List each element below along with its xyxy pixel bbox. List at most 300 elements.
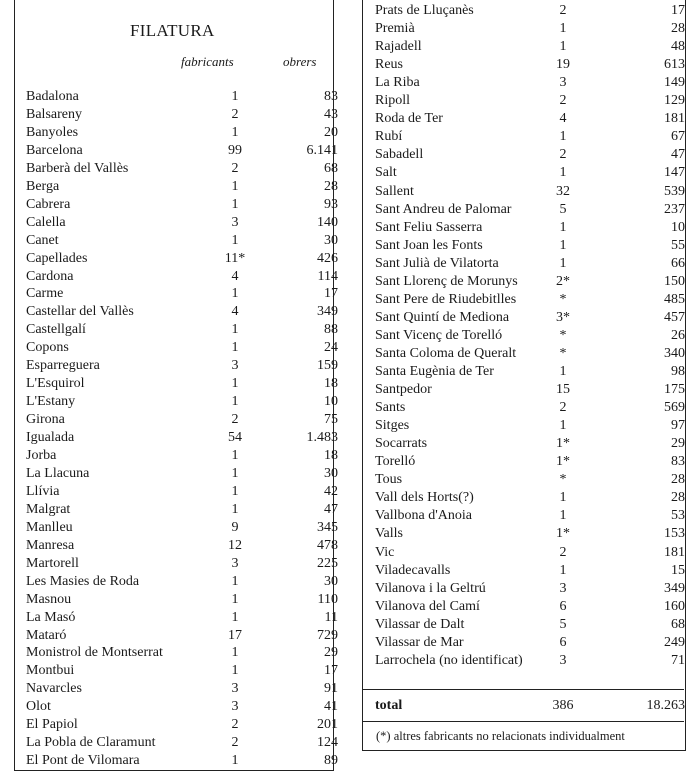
place-name: Ripoll [375,93,411,109]
fabricants-value: 3 [559,75,567,91]
place-name: Balsareny [26,106,82,122]
fabricants-value: 4 [231,268,239,284]
place-name: El Pont de Vilomara [26,753,140,769]
fabricants-value: 1 [231,573,239,589]
fabricants-value: * [559,327,567,343]
total-rule-top [362,689,684,690]
table-row [26,483,338,501]
fabricants-value: 2 [559,544,567,560]
fabricants-value: 3* [556,309,570,325]
obrers-value: 30 [324,232,338,248]
table-row [375,2,685,20]
obrers-value: 67 [671,129,685,145]
place-name: Sant Llorenç de Morunys [375,273,518,289]
table-row [26,734,338,752]
table-row [375,634,685,652]
place-name: Rubí [375,129,403,145]
fabricants-value: 1 [231,609,239,625]
obrers-value: 97 [671,418,685,434]
place-name: Berga [26,178,60,194]
table-row [375,652,685,670]
table-row [375,74,685,92]
obrers-value: 124 [317,735,338,751]
table-row [26,106,338,124]
place-name: Capellades [26,250,88,266]
obrers-value: 150 [664,273,685,289]
obrers-value: 30 [324,465,338,481]
fabricants-value: 3 [231,214,239,230]
table-row [26,609,338,627]
table-row [375,345,685,363]
obrers-value: 17 [671,3,685,18]
obrers-value: 53 [671,508,685,524]
obrers-value: 539 [664,183,685,199]
fabricants-value: 15 [556,382,570,398]
place-name: Sant Quintí de Mediona [375,309,510,325]
fabricants-value: 3 [231,681,239,697]
place-name: Montbui [26,663,75,679]
fabricants-value: 1 [231,340,239,356]
fabricants-value: 1* [556,436,570,452]
place-name: Barberà del Vallès [26,160,129,176]
table-row [26,124,338,142]
obrers-value: 114 [317,268,338,284]
obrers-value: 89 [324,753,338,769]
fabricants-value: 1* [556,526,570,542]
place-name: Prats de Lluçanès [375,3,474,18]
place-name: Jorba [26,448,57,463]
fabricants-value: 1 [231,645,239,661]
table-row [26,429,338,447]
obrers-value: 18 [324,376,338,392]
place-name: Navarcles [26,681,82,697]
table-row [375,164,685,182]
place-name: Monistrol de Montserrat [26,645,163,661]
table-row [375,92,685,110]
place-name: Santpedor [375,382,432,398]
obrers-value: 15 [671,562,685,578]
fabricants-value: 1 [231,663,239,679]
fabricants-value: 1 [559,39,567,55]
total-fabricants: 386 [552,698,574,713]
obrers-value: 10 [324,394,338,410]
table-row [26,142,338,160]
table-row [375,381,685,399]
obrers-value: 29 [324,645,338,661]
table-row [375,183,685,201]
place-name: Mataró [26,627,67,643]
place-name: La Masó [26,609,76,625]
obrers-value: 48 [671,39,685,55]
obrers-value: 28 [671,472,685,488]
table-row [26,501,338,519]
place-name: Tous [375,472,403,488]
place-name: Vic [375,544,395,560]
place-name: Copons [26,340,69,356]
place-name: Rajadell [375,39,422,55]
place-name: Martorell [26,555,79,571]
fabricants-value: * [559,291,567,307]
table-row [26,680,338,698]
fabricants-value: 1 [559,508,567,524]
table-row [26,662,338,680]
obrers-value: 47 [671,147,685,163]
obrers-value: 181 [664,544,685,560]
table-row [26,752,338,770]
obrers-value: 201 [317,717,338,733]
fabricants-value: 2 [231,717,239,733]
place-name: Larrochela (no identificat) [375,652,523,668]
obrers-value: 349 [664,580,685,596]
table-row [26,447,338,465]
place-name: Vilassar de Dalt [375,616,465,632]
fabricants-value: 1 [231,394,239,410]
fabricants-value: 1 [559,165,567,181]
obrers-value: 43 [324,106,338,122]
place-name: Socarrats [375,436,428,452]
table-row [375,255,685,273]
fabricants-value: 1 [559,418,567,434]
obrers-value: 88 [324,322,338,338]
place-name: El Papiol [26,717,78,733]
table-row [375,580,685,598]
place-name: Sant Pere de Riudebitlles [375,291,517,307]
place-name: Vilassar de Mar [375,634,464,650]
place-name: L'Esquirol [26,376,85,392]
fabricants-value: * [559,472,567,488]
place-name: Canet [26,232,59,248]
table-row [375,471,685,489]
place-name: Esparreguera [26,358,100,374]
table-row [375,507,685,525]
obrers-value: 129 [664,93,685,109]
place-name: Sant Joan les Fonts [375,237,483,253]
obrers-value: 1.483 [306,430,338,446]
place-name: Badalona [26,89,79,104]
fabricants-value: 5 [559,201,567,217]
place-name: Sant Feliu Sasserra [375,219,483,235]
fabricants-value: 5 [559,616,567,632]
obrers-value: 47 [324,501,338,517]
fabricants-value: 1 [231,322,239,338]
obrers-value: 11 [324,609,338,625]
fabricants-value: 1 [559,490,567,506]
fabricants-value: 2 [559,147,567,163]
table-row [375,598,685,616]
obrers-value: 68 [324,160,338,176]
obrers-value: 93 [324,196,338,212]
table-row [375,327,685,345]
fabricants-value: 12 [228,537,242,553]
obrers-value: 28 [671,21,685,37]
table-row [26,285,338,303]
obrers-value: 569 [664,400,685,416]
place-name: Llívia [26,483,60,499]
fabricants-value: 2 [231,412,239,428]
place-name: Premià [375,21,415,37]
fabricants-value: 1 [231,196,239,212]
place-name: Viladecavalls [375,562,451,578]
fabricants-value: 1 [559,21,567,37]
obrers-value: 153 [664,526,685,542]
table-row [26,321,338,339]
obrers-value: 55 [671,237,685,253]
obrers-value: 340 [664,345,685,361]
place-name: Sants [375,400,406,416]
place-name: Olot [26,699,51,715]
obrers-value: 249 [664,634,685,650]
place-name: Sant Julià de Vilatorta [375,255,499,271]
table-row [375,453,685,471]
table-row [375,273,685,291]
column-header-obrers: obrers [283,54,317,69]
table-row [26,393,338,411]
obrers-value: 181 [664,111,685,127]
obrers-value: 160 [664,598,685,614]
obrers-value: 159 [317,358,338,374]
obrers-value: 98 [671,364,685,379]
obrers-value: 28 [671,490,685,506]
total-row [375,697,685,715]
table-row [375,435,685,453]
obrers-value: 485 [664,291,685,307]
place-name: Cabrera [26,196,71,212]
fabricants-value: 2 [559,93,567,109]
obrers-value: 42 [324,483,338,499]
obrers-value: 17 [324,286,338,302]
obrers-value: 75 [324,412,338,428]
fabricants-value: 6 [559,634,567,650]
place-name: Igualada [26,430,75,446]
place-name: Calella [26,214,66,230]
table-row [26,716,338,734]
fabricants-value: 99 [228,142,242,158]
fabricants-value: 1 [559,219,567,235]
obrers-value: 29 [671,436,685,452]
fabricants-value: 1 [559,562,567,578]
fabricants-value: 1 [231,89,239,104]
obrers-value: 345 [317,519,338,535]
fabricants-value: 1* [556,454,570,470]
place-name: Vilanova i la Geltrú [375,580,486,596]
table-row [26,465,338,483]
fabricants-value: 2 [231,735,239,751]
place-name: Vallbona d'Anoia [375,508,473,524]
obrers-value: 149 [664,75,685,91]
table-row [26,303,338,321]
obrers-value: 729 [317,627,338,643]
obrers-value: 83 [324,89,338,104]
fabricants-value: 1 [231,501,239,517]
fabricants-value: 1 [231,465,239,481]
place-name: Reus [375,57,403,73]
table-row [375,146,685,164]
fabricants-value: 2 [559,3,567,18]
obrers-value: 140 [317,214,338,230]
table-row [26,698,338,716]
obrers-value: 237 [664,201,685,217]
place-name: Sallent [375,183,414,199]
fabricants-value: 1 [559,255,567,271]
fabricants-value: 1 [559,237,567,253]
table-row [375,56,685,74]
place-name: Carme [26,286,64,302]
obrers-value: 41 [324,699,338,715]
fabricants-value: 17 [228,627,242,643]
table-row [375,201,685,219]
fabricants-value: 3 [231,699,239,715]
obrers-value: 68 [671,616,685,632]
table-row [375,219,685,237]
fabricants-value: 1 [231,591,239,607]
obrers-value: 17 [324,663,338,679]
obrers-value: 349 [317,304,338,320]
place-name: L'Estany [26,394,76,410]
place-name: La Pobla de Claramunt [26,735,156,751]
table-row [375,616,685,634]
place-name: Vall dels Horts(?) [375,490,474,506]
table-row [375,291,685,309]
fabricants-value: 1 [231,232,239,248]
fabricants-value: 1 [559,129,567,145]
obrers-value: 20 [324,124,338,140]
fabricants-value: 1 [231,376,239,392]
place-name: Salt [375,165,397,181]
fabricants-value: 2* [556,273,570,289]
table-row [26,357,338,375]
obrers-value: 24 [324,340,338,356]
fabricants-value: 1 [231,483,239,499]
fabricants-value: 3 [231,555,239,571]
place-name: Manresa [26,537,75,553]
place-name: Sant Vicenç de Torelló [375,327,503,343]
obrers-value: 147 [664,165,685,181]
table-row [26,214,338,232]
fabricants-value: 3 [559,652,567,668]
place-name: Castellgalí [26,322,86,338]
fabricants-value: 4 [559,111,567,127]
fabricants-value: 2 [559,400,567,416]
table-row [26,555,338,573]
fabricants-value: 1 [231,448,239,463]
fabricants-value: 32 [556,183,570,199]
obrers-value: 426 [317,250,338,266]
table-row [26,88,338,106]
total-label: total [375,698,403,713]
obrers-value: 26 [671,327,685,343]
table-row [375,417,685,435]
place-name: Barcelona [26,142,83,158]
fabricants-value: 3 [231,358,239,374]
fabricants-value: 4 [231,304,239,320]
fabricants-value: 1 [559,364,567,379]
place-name: Santa Eugènia de Ter [375,364,494,379]
place-name: Valls [375,526,403,542]
place-name: Masnou [26,591,72,607]
place-name: Vilanova del Camí [375,598,480,614]
table-row [26,178,338,196]
fabricants-value: 1 [231,286,239,302]
fabricants-value: 9 [231,519,239,535]
table-row [375,544,685,562]
table-row [375,237,685,255]
place-name: La Llacuna [26,465,90,481]
obrers-value: 83 [671,454,685,470]
obrers-value: 6.141 [306,142,338,158]
fabricants-value: 1 [231,178,239,194]
obrers-value: 30 [324,573,338,589]
fabricants-value: 11* [224,250,246,266]
obrers-value: 10 [671,219,685,235]
table-row [375,399,685,417]
table-row [26,644,338,662]
table-title: FILATURA [130,21,215,40]
fabricants-value: 1 [231,753,239,769]
footnote: (*) altres fabricants no relacionats individualment [376,729,625,743]
table-row [26,537,338,555]
place-name: Torelló [375,454,416,470]
fabricants-value: 2 [231,160,239,176]
place-name: Sabadell [375,147,424,163]
obrers-value: 110 [317,591,338,607]
place-name: Cardona [26,268,74,284]
fabricants-value: 3 [559,580,567,596]
table-row [375,525,685,543]
obrers-value: 18 [324,448,338,463]
table-row [26,591,338,609]
place-name: Castellar del Vallès [26,304,134,320]
place-name: Girona [26,412,65,428]
fabricants-value: * [559,345,567,361]
obrers-value: 457 [664,309,685,325]
obrers-value: 613 [664,57,685,73]
table-row [26,268,338,286]
table-row [375,309,685,327]
table-row [26,627,338,645]
place-name: Roda de Ter [375,111,443,127]
table-row [375,20,685,38]
table-row [26,573,338,591]
table-row [375,363,685,381]
place-name: Manlleu [26,519,73,535]
place-name: La Riba [375,75,420,91]
table-row [26,250,338,268]
fabricants-value: 1 [231,124,239,140]
place-name: Les Masies de Roda [26,573,140,589]
total-rule-bottom [362,721,684,722]
table-row [26,232,338,250]
table-row [375,38,685,56]
table-row [26,196,338,214]
place-name: Santa Coloma de Queralt [375,345,517,361]
table-row [26,411,338,429]
table-row [26,339,338,357]
fabricants-value: 2 [231,106,239,122]
place-name: Banyoles [26,124,79,140]
table-row [26,375,338,393]
obrers-value: 91 [324,681,338,697]
fabricants-value: 54 [228,430,242,446]
place-name: Sitges [375,418,410,434]
table-row [26,519,338,537]
obrers-value: 28 [324,178,338,194]
table-row [375,128,685,146]
place-name: Sant Andreu de Palomar [375,201,512,217]
table-row [375,489,685,507]
table-row [375,562,685,580]
obrers-value: 71 [671,652,685,668]
total-obrers: 18.263 [646,698,685,713]
